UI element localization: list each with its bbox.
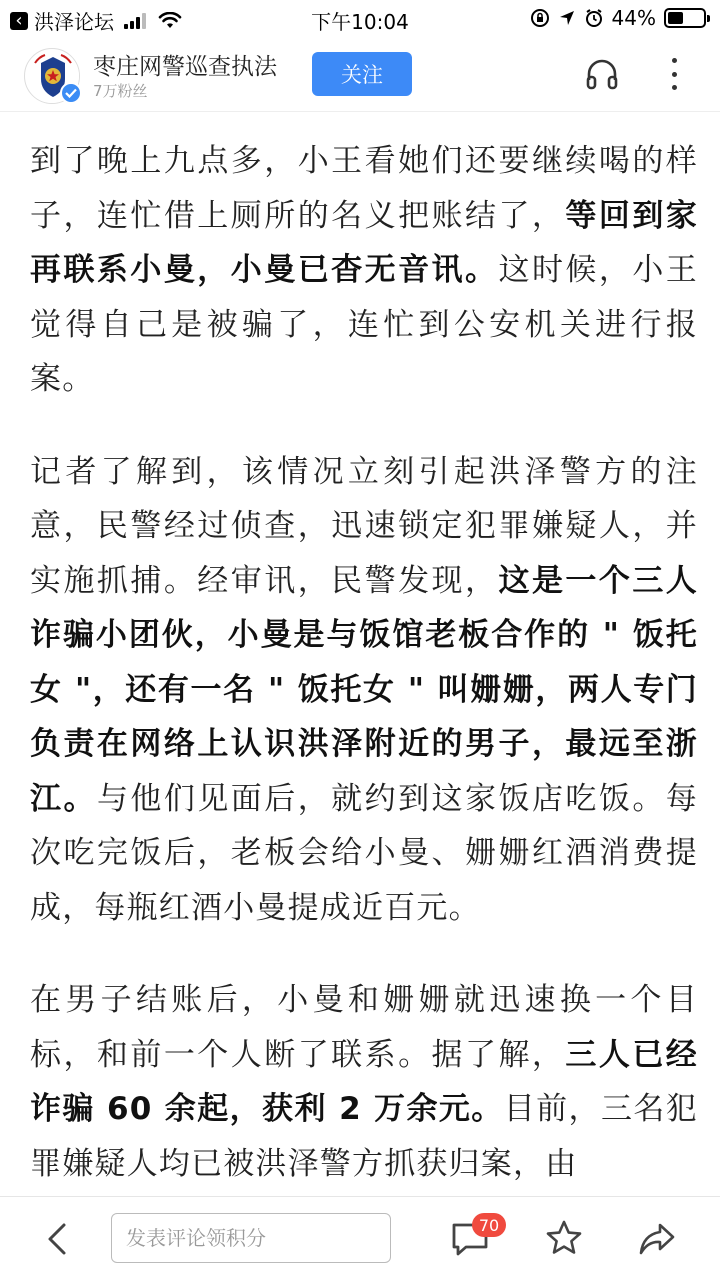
headphones-icon[interactable] (584, 56, 620, 92)
bold-text-run: 这是一个三人诈骗小团伙，小曼是与饭馆老板合作的 " 饭托女 "，还有一名 " 饭托女 " 叫姗姗，两人专门负责在网络上认识洪泽附近的男子，最远至浙江。 (30, 562, 698, 817)
text-run: 记者了解到，该情况立刻引起洪泽警方的注意，民警经过侦查，迅速锁定犯罪嫌疑人，并实施抓捕。经审讯，民警发现， (30, 453, 698, 599)
article-paragraph (30, 445, 698, 936)
bold-text-run: 等回到家再联系小曼，小曼已杳无音讯。 (30, 197, 698, 288)
article-paragraph (30, 973, 698, 1191)
text-run: 目前，三名犯罪嫌疑人均已被洪泽警方抓获归案，由 (30, 1091, 698, 1182)
article-body (30, 112, 698, 1196)
bottom-bar (0, 1196, 720, 1280)
battery-percent: 44% (611, 6, 656, 30)
verified-badge-icon (60, 82, 82, 104)
location-icon (558, 9, 576, 27)
account-name[interactable]: 枣庄网警巡查执法 (93, 54, 277, 80)
follow-button[interactable]: 关注 (312, 52, 412, 96)
status-bar-right (530, 6, 706, 30)
bold-text-run: 三人已经诈骗 60 余起，获利 2 万余元。 (30, 1036, 698, 1127)
back-arrow-icon[interactable] (40, 1221, 76, 1257)
text-run: 这时候，小王觉得自己是被骗了，连忙到公安机关进行报案。 (30, 252, 698, 397)
text-run: 与他们见面后，就约到这家饭店吃饭。每次吃完饭后，老板会给小曼、姗姗红酒消费提成，每瓶红酒小曼提成近百元。 (30, 780, 698, 926)
back-to-app-label[interactable]: 洪泽论坛 (34, 10, 114, 34)
clock: 下午10:04 (311, 10, 409, 34)
alarm-icon (584, 8, 604, 28)
battery-fill (668, 12, 683, 24)
comment-count-badge: 70 (472, 1213, 506, 1237)
article-paragraph (30, 134, 698, 407)
rotation-lock-icon (530, 8, 550, 28)
star-icon[interactable] (545, 1219, 583, 1257)
back-to-app-icon[interactable]: ‹ (10, 12, 28, 30)
follower-count: 7万粉丝 (93, 82, 148, 100)
status-bar (0, 0, 720, 36)
share-icon[interactable] (638, 1221, 676, 1257)
more-icon[interactable] (664, 54, 684, 94)
article-header (0, 36, 720, 112)
text-run: 到了晚上九点多，小王看她们还要继续喝的样子，连忙借上厕所的名义把账结了， (30, 143, 698, 234)
comment-input[interactable] (111, 1213, 391, 1263)
text-run: 在男子结账后，小曼和姗姗就迅速换一个目标，和前一个人断了联系。据了解， (30, 982, 698, 1073)
battery-icon (664, 8, 706, 28)
